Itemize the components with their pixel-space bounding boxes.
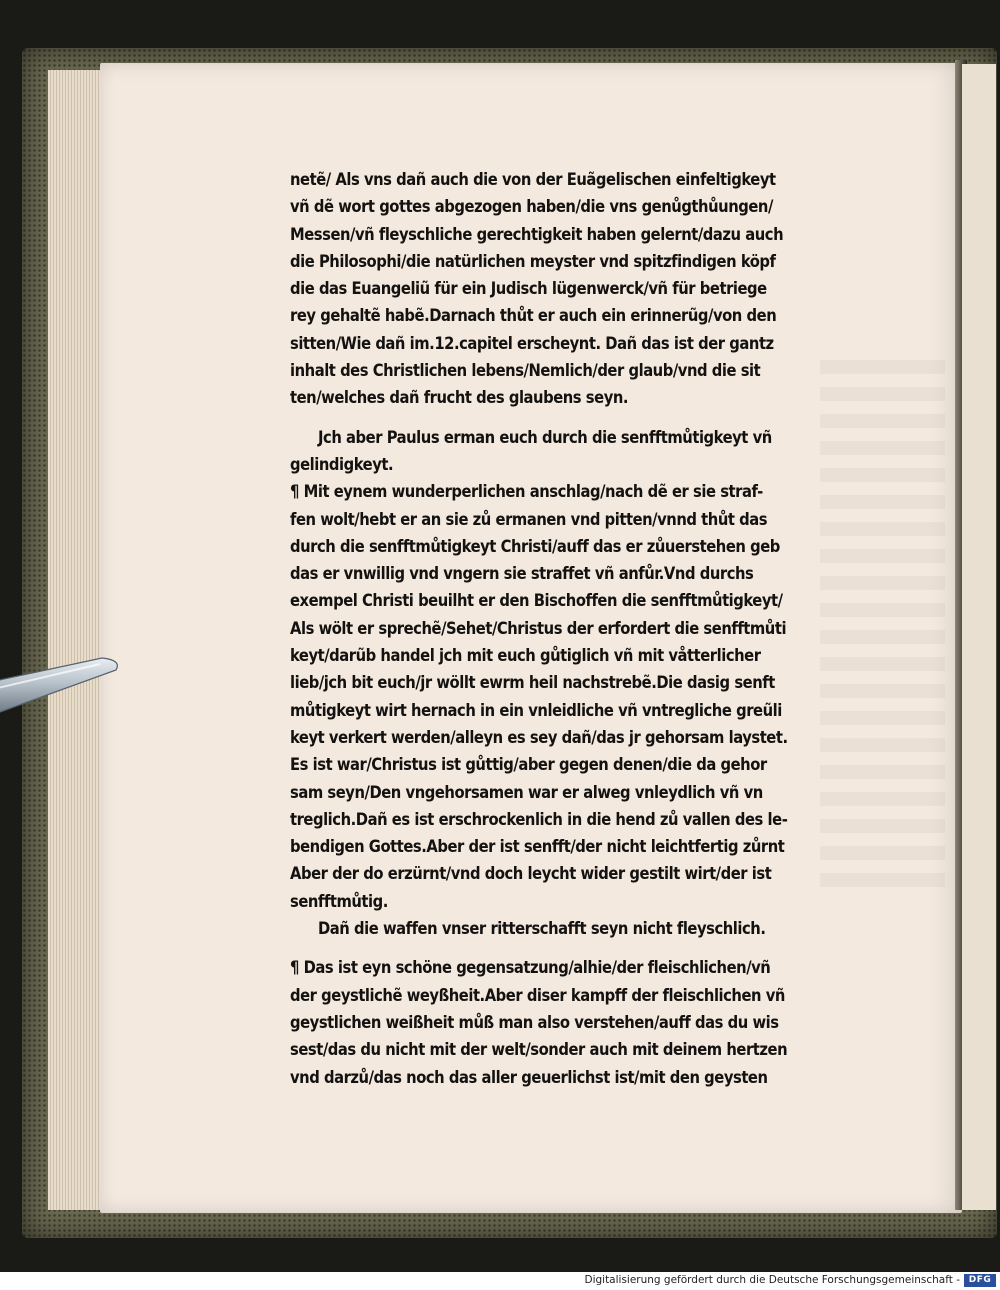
text-line: der geystlichẽ weyßheit.Aber diser kampff der fleischlichen vñ: [290, 985, 785, 1005]
page-edges: [48, 70, 108, 1210]
paragraph-gap: [290, 942, 872, 954]
text-line: das er vnwillig vnd vngern sie straffet vñ anfůr.Vnd durchs: [290, 564, 754, 584]
text-line: netẽ/ Als vns dañ auch die von der Euãgelischen einfeltigkeyt: [290, 170, 776, 189]
text-line: die das Euangeliũ für ein Judisch lügenwerck/vñ für betriege: [290, 279, 767, 299]
text-line: inhalt des Christlichen lebens/Nemlich/der glaub/vnd die sit: [290, 361, 761, 381]
text-line: sest/das du nicht mit der welt/sonder auch mit deinem hertzen: [290, 1040, 788, 1060]
text-line: rey gehaltẽ habẽ.Darnach thůt er auch ein erinnerũg/von den: [290, 306, 777, 326]
text-line: Jch aber Paulus erman euch durch die senfftmůtigkeyt vñ: [318, 427, 772, 447]
text-line: vnd darzů/das noch das aller geuerlichst ist/mit den geysten: [290, 1067, 768, 1087]
text-line: geystlichen weißheit můß man also verstehen/auff das du wis: [290, 1012, 779, 1032]
text-line: Aber der do erzürnt/vnd doch leycht wider gestilt wirt/der ist: [290, 864, 772, 884]
text-line: můtigkeyt wirt hernach in ein vnleidliche vñ vntregliche greũli: [290, 700, 782, 720]
facing-page: [962, 64, 996, 1210]
text-line: exempel Christi beuilht er den Bischoffen die senfftmůtigkeyt/: [290, 591, 783, 611]
text-line: gelindigkeyt.: [290, 454, 394, 474]
text-line: ¶ Das ist eyn schöne gegensatzung/alhie/der fleischlichen/vñ: [290, 958, 771, 978]
dfg-logo: DFG: [964, 1274, 996, 1287]
text-line: senfftmůtig.: [290, 891, 388, 911]
text-line: keyt verkert werden/alleyn es sey dañ/das jr gehorsam laystet.: [290, 727, 788, 747]
paragraph-gap: [290, 412, 872, 424]
text-line: Messen/vñ fleyschliche gerechtigkeit haben gelernt/dazu auch: [290, 224, 784, 244]
text-line: sam seyn/Den vngehorsamen war er alweg vnleydlich vñ vn: [290, 782, 763, 802]
text-line: ten/welches dañ frucht des glaubens seyn.: [290, 388, 629, 408]
text-line: treglich.Dañ es ist erschrockenlich in die hend zů vallen des le-: [290, 809, 788, 829]
text-block: [290, 166, 872, 1091]
pointer-icon: [0, 654, 130, 724]
text-line: lieb/jch bit euch/jr wöllt ewrm heil nachstrebẽ.Die dasig senft: [290, 673, 775, 693]
text-line: Als wölt er sprechẽ/Sehet/Christus der erfordert die senfftmůti: [290, 618, 787, 638]
text-line: die Philosophi/die natürlichen meyster vnd spitzfindigen köpf: [290, 251, 776, 271]
footer-bar: [0, 1272, 1000, 1290]
text-line: Es ist war/Christus ist gůttig/aber gegen denen/die da gehor: [290, 755, 767, 775]
text-line: vñ dẽ wort gottes abgezogen haben/die vns genůgthůungen/: [290, 197, 773, 217]
text-line: sitten/Wie dañ im.12.capitel erscheynt. Dañ das ist der gantz: [290, 333, 774, 353]
text-line: ¶ Mit eynem wunderperlichen anschlag/nach dẽ er sie straf-: [290, 482, 763, 502]
text-line: fen wolt/hebt er an sie zů ermanen vnd pitten/vnnd thůt das: [290, 509, 768, 529]
text-line: bendigen Gottes.Aber der ist senfft/der nicht leichtfertig zůrnt: [290, 837, 785, 857]
text-line: keyt/darũb handel jch mit euch gůtiglich vñ mit våtterlicher: [290, 646, 761, 666]
funding-credit: Digitalisierung gefördert durch die Deutsche Forschungsgemeinschaft -: [584, 1274, 960, 1286]
text-line: Dañ die waffen vnser ritterschafft seyn nicht fleyschlich.: [318, 919, 766, 939]
text-line: durch die senfftmůtigkeyt Christi/auff das er zůuerstehen geb: [290, 536, 780, 556]
